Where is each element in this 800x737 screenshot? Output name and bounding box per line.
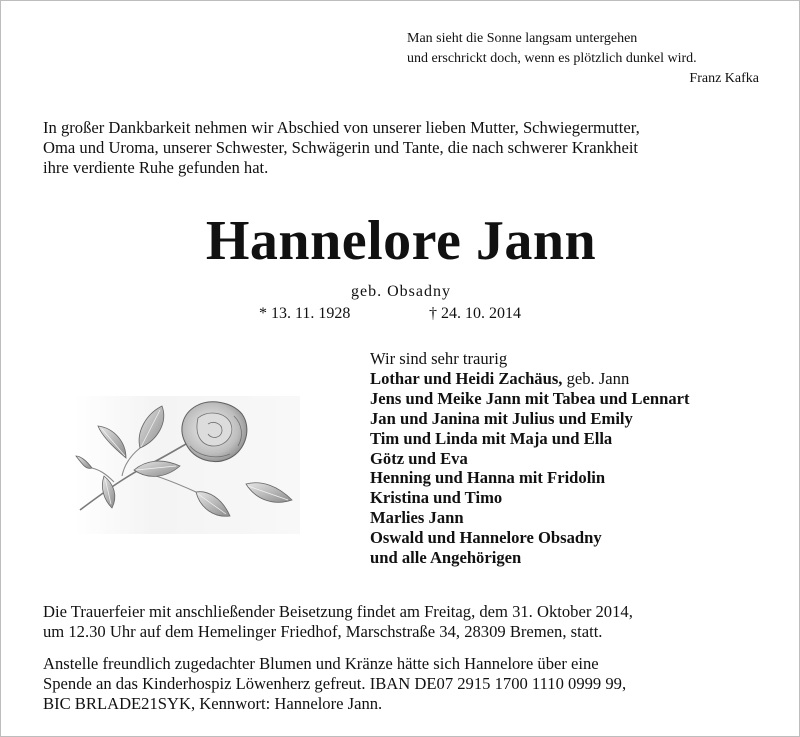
deceased-name: Hannelore Jann <box>205 210 597 272</box>
intro-text <box>43 118 763 178</box>
mourner-row: Jens und Meike Jann mit Tabea und Lennart <box>370 388 690 408</box>
birth-date: * 13. 11. 1928 <box>259 305 351 322</box>
intro-line-3: ihre verdiente Ruhe gefunden hat. <box>43 158 269 177</box>
donation-info <box>43 654 759 714</box>
maiden-name: geb. Obsadny <box>351 283 451 300</box>
intro-line-1: In großer Dankbarkeit nehmen wir Abschied von unserer lieben Mutter, Schwiegermutter, <box>43 118 640 137</box>
mourner-row: Oswald und Hannelore Obsadny <box>370 528 602 548</box>
mourner-row: Götz und Eva <box>370 448 468 468</box>
mourner-row: Kristina und Timo <box>370 488 503 508</box>
mourner-row: Henning und Hanna mit Fridolin <box>370 468 606 488</box>
rose-icon <box>74 396 300 534</box>
funeral-service-info <box>43 602 763 642</box>
donation-line-2: Spende an das Kinderhospiz Löwenherz gefreut. IBAN DE07 2915 1700 1110 0999 99, <box>43 674 627 693</box>
quote-author: Franz Kafka <box>689 71 759 86</box>
ceremony-line-2: um 12.30 Uhr auf dem Hemelinger Friedhof, Marschstraße 34, 28309 Bremen, statt. <box>43 622 603 641</box>
quote-line-2: und erschrickt doch, wenn es plötzlich dunkel wird. <box>407 51 697 66</box>
intro-line-2: Oma und Uroma, unserer Schwester, Schwägerin und Tante, die nach schwerer Krankheit <box>43 138 639 157</box>
donation-line-1: Anstelle freundlich zugedachter Blumen und Kränze hätte sich Hannelore über eine <box>43 654 599 673</box>
mourner-row: Jan und Janina mit Julius und Emily <box>370 408 633 428</box>
donation-line-3: BIC BRLADE21SYK, Kennwort: Hannelore Jann. <box>43 694 383 713</box>
mourner-row: und alle Angehörigen <box>370 548 522 568</box>
mourners-list <box>370 349 790 568</box>
mourner-row: Tim und Linda mit Maja und Ella <box>370 428 613 448</box>
mourners-intro: Wir sind sehr traurig <box>370 349 508 368</box>
ceremony-line-1: Die Trauerfeier mit anschließender Beisetzung findet am Freitag, dem 31. Oktober 2014, <box>43 602 633 621</box>
mourner-row: Marlies Jann <box>370 508 464 528</box>
mourner-name: Lothar und Heidi Zachäus, <box>370 368 563 388</box>
kafka-quote <box>407 29 759 89</box>
mourner-name-suffix: geb. Jann <box>562 368 630 388</box>
quote-line-1: Man sieht die Sonne langsam untergehen <box>407 31 638 46</box>
death-date: † 24. 10. 2014 <box>429 305 521 322</box>
mourner-row <box>370 369 790 389</box>
